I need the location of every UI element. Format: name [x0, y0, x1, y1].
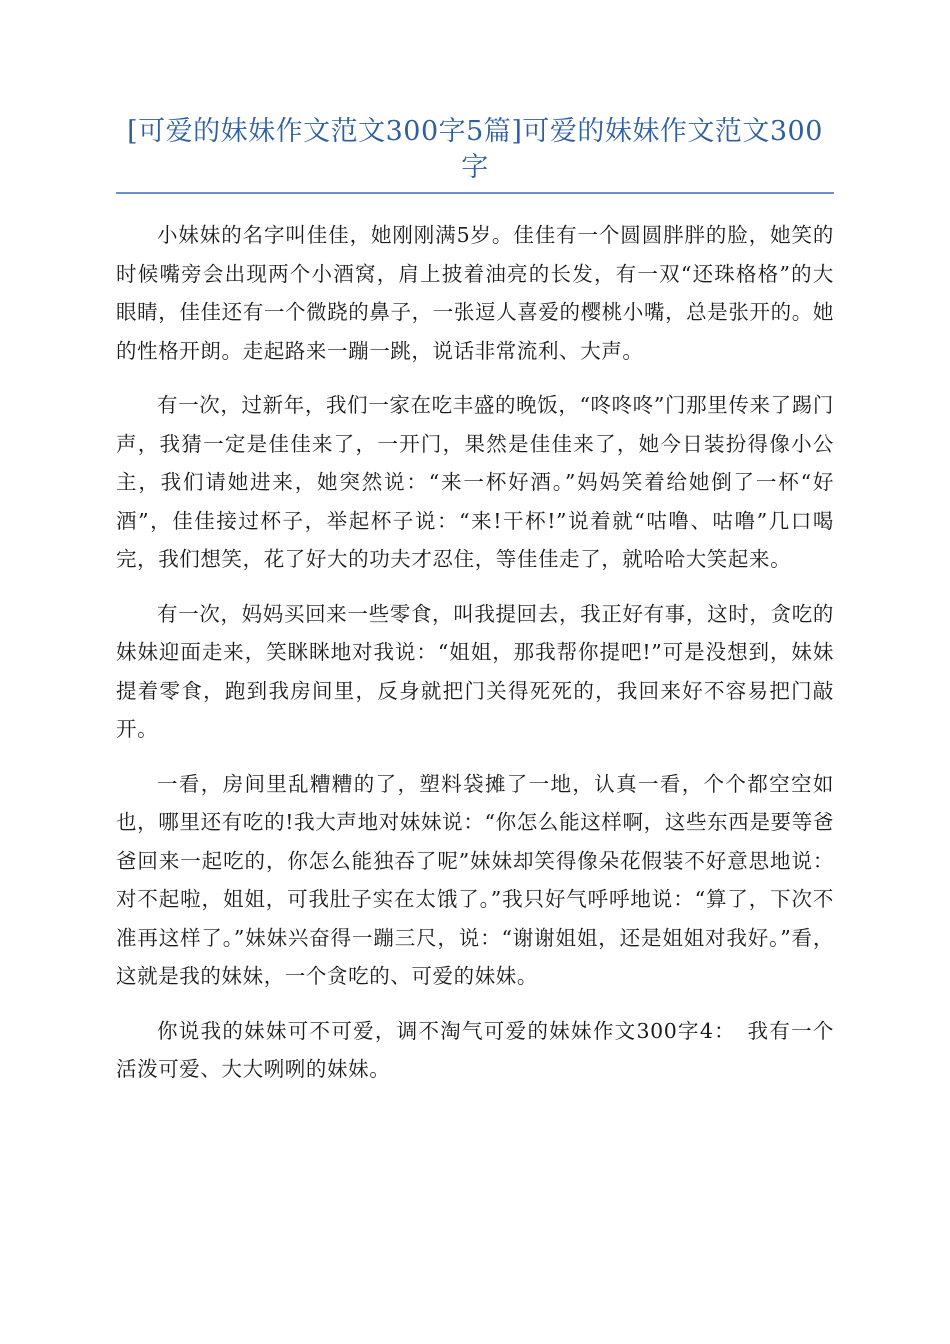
paragraph-2: 有一次，过新年，我们一家在吃丰盛的晚饭，“咚咚咚”门那里传来了踢门声，我猜一定是佳佳来了，一开门，果然是佳佳来了，她今日装扮得像小公主，我们请她进来，她突然说：“来一杯好酒。”妈妈笑着给她倒了一杯“好酒”，佳佳接过杯子，举起杯子说：“来!干杯!”说着就“咕噜、咕噜”几口喝完，我们想笑，花了好大的功夫才忍住，等佳佳走了，就哈哈大笑起来。: [116, 393, 834, 571]
paragraph-4: 一看，房间里乱糟糟的了，塑料袋摊了一地，认真一看，个个都空空如也，哪里还有吃的!我大声地对妹妹说：“你怎么能这样啊，这些东西是要等爸爸回来一起吃的，你怎么能独吞了呢”妹妹却笑得像朵花假装不好意思地说：对不起啦，姐姐，可我肚子实在太饿了。”我只好气呼呼地说：“算了，下次不准再这样了。”妹妹兴奋得一蹦三尺，说：“谢谢姐姐，还是姐姐对我好。”看，这就是我的妹妹，一个贪吃的、可爱的妹妹。: [116, 771, 834, 988]
paragraph-1: 小妹妹的名字叫佳佳，她刚刚满5岁。佳佳有一个圆圆胖胖的脸，她笑的时候嘴旁会出现两个小酒窝，肩上披着油亮的长发，有一双“还珠格格”的大眼睛，佳佳还有一个微跷的鼻子，一张逗人喜爱的樱桃小嘴，总是张开的。她的性格开朗。走起路来一蹦一跳，说话非常流利、大声。: [116, 223, 834, 363]
document-page: [116, 114, 834, 1105]
paragraph-5: 你说我的妹妹可不可爱，调不淘气可爱的妹妹作文300字4： 我有一个活泼可爱、大大咧咧的妹妹。: [116, 1018, 835, 1081]
paragraph-3: 有一次，妈妈买回来一些零食，叫我提回去，我正好有事，这时，贪吃的妹妹迎面走来，笑眯眯地对我说：“姐姐，那我帮你提吧!”可是没想到，妹妹提着零食，跑到我房间里，反身就把门关得死死的，我回来好不容易把门敲开。: [116, 601, 834, 741]
document-title: [可爱的妹妹作文范文300字5篇]可爱的妹妹作文范文300字: [127, 116, 823, 183]
title-underline: [116, 192, 834, 194]
document-body: [116, 216, 834, 1089]
